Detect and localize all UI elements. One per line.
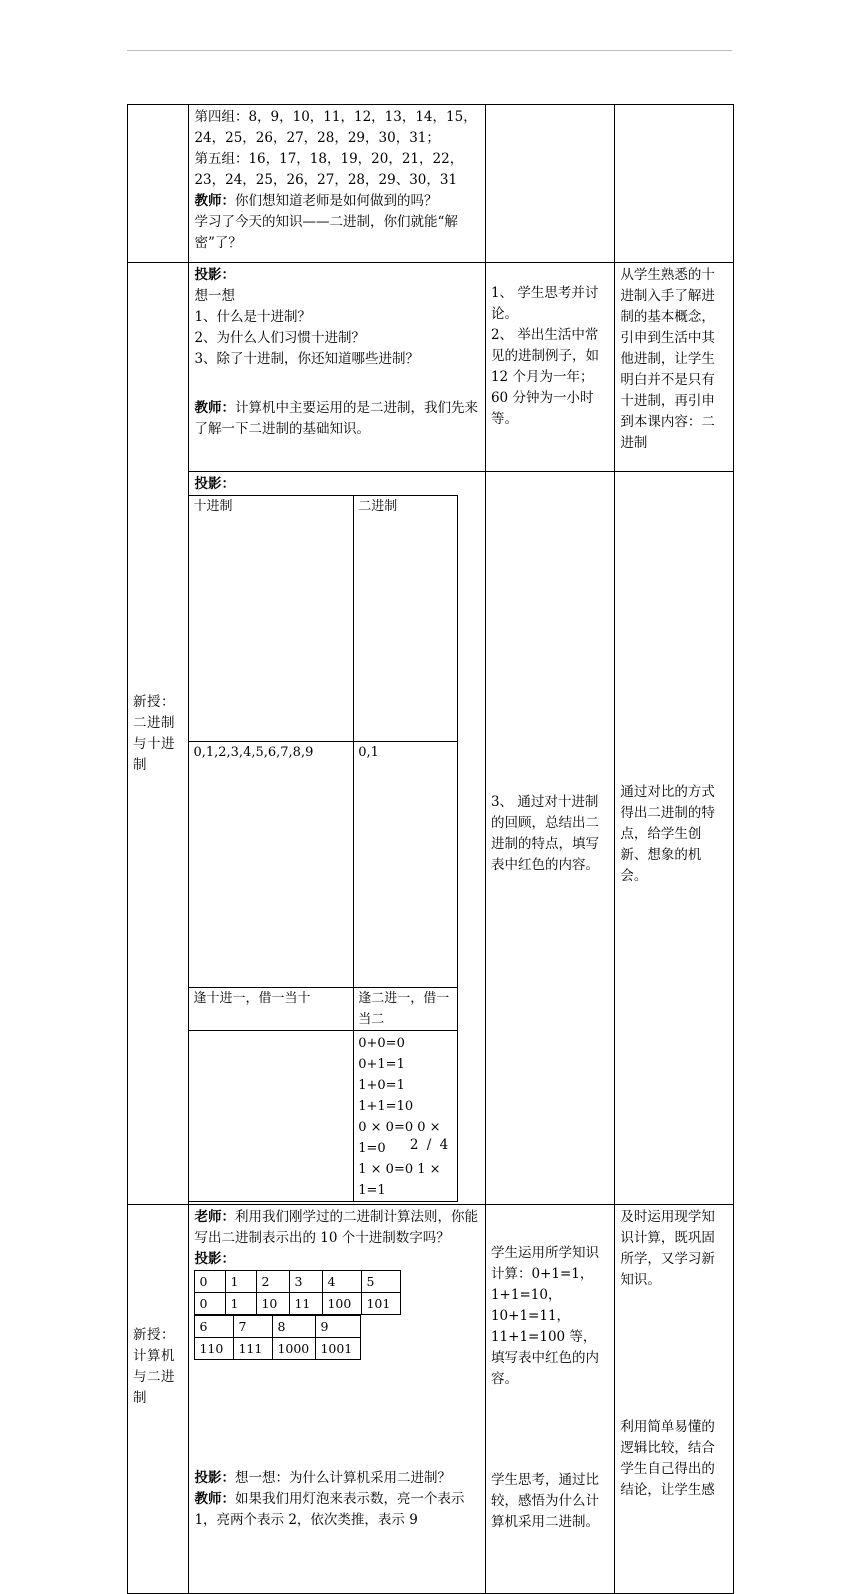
projection-label: 投影： [194, 1470, 235, 1486]
calc-line: 0+0=0 0+1=1 [358, 1036, 405, 1072]
intent-cell [615, 105, 734, 263]
calc-line: 1 × 0=0 1 × 1=1 [358, 1162, 441, 1198]
grid-cell: 110 [195, 1338, 234, 1360]
intent-cell [615, 472, 734, 1205]
student-cell [485, 263, 614, 472]
teacher-label: 教师： [194, 400, 235, 416]
question-3: 3、除了十进制，你还知道哪些进制？ [194, 351, 420, 367]
projection-line-2 [194, 1468, 480, 1489]
teacher-text: 如果我们用灯泡来表示数，亮一个表示 1，亮两个表示 2，依次类推，表示 9 [194, 1491, 465, 1528]
table-row [128, 472, 734, 1205]
design-intent: 及时运用现学知识计算，既巩固所学，又学习新知识。 [620, 1209, 715, 1288]
grid-cell: 111 [234, 1338, 273, 1360]
digits-decimal: 0,1,2,3,4,5,6,7,8,9 [189, 742, 354, 988]
design-intent: 通过对比的方式得出二进制的特点，给学生创新、想象的机会。 [620, 783, 715, 884]
teacher-text: 计算机中主要运用的是二进制，我们先来了解一下二进制的基础知识。 [194, 400, 478, 437]
design-intent: 从学生熟悉的十进制入手了解进制的基本概念，引申到生活中其他进制，让学生明白并不是只有十进制，再引申到本课内容：二进制 [620, 267, 715, 451]
teacher-text-cont: 学习了今天的知识——二进制，你们就能“解密”了？ [194, 214, 458, 251]
text-line: 23，24，25，26，27，28，29、30，31 [194, 172, 458, 188]
grid-cell: 100 [323, 1293, 362, 1315]
student-activity: 1、 学生思考并讨论。 2、 举出生活中常见的进制例子，如 12 个月为一年；60 分钟为一小时等。 [490, 285, 599, 427]
grid-cell: 3 [290, 1271, 323, 1293]
content-cell [189, 1205, 486, 1594]
section-label: 新授：二进制与十进制 [133, 693, 175, 773]
rule-decimal: 逢十进一，借一当十 [189, 988, 354, 1031]
teacher-line [194, 1489, 480, 1531]
grid-cell: 6 [195, 1316, 234, 1338]
grid-cell: 0 [195, 1293, 226, 1315]
question-1: 1、什么是十进制？ [194, 309, 312, 325]
projection-text: 想一想：为什么计算机采用二进制？ [234, 1470, 451, 1486]
grid-cell: 1 [226, 1271, 257, 1293]
student-cell [485, 1205, 614, 1594]
table-row [128, 105, 734, 263]
design-intent-2: 利用简单易懂的逻辑比较，结合学生自己得出的结论，让学生感 [620, 1419, 715, 1498]
grid-cell: 0 [195, 1271, 226, 1293]
calc-decimal-empty [189, 1031, 354, 1202]
intent-cell [615, 263, 734, 472]
grid-cell: 4 [323, 1271, 362, 1293]
digits-binary: 0,1 [354, 742, 458, 988]
text-line: 24，25，26，27，28，29，30，31； [194, 130, 440, 146]
student-cell [485, 105, 614, 263]
section-label-cell [128, 1205, 189, 1594]
table-row [128, 263, 734, 472]
calc-binary [354, 1031, 458, 1202]
projection-label: 投影： [194, 1251, 235, 1267]
grid-cell: 11 [290, 1293, 323, 1315]
student-cell [485, 472, 614, 1205]
grid-cell: 1 [226, 1293, 257, 1315]
teacher-text: 利用我们刚学过的二进制计算法则，你能写出二进制表示出的 10 个十进制数字吗？ [194, 1209, 478, 1246]
think-heading: 想一想 [194, 288, 235, 304]
teacher-label: 教师： [194, 193, 235, 209]
student-activity: 3、 通过对十进制的回顾，总结出二进制的特点，填写表中红色的内容。 [490, 794, 599, 873]
header-binary: 二进制 [354, 496, 458, 742]
grid-cell: 5 [362, 1271, 401, 1293]
header-decimal: 十进制 [189, 496, 354, 742]
grid-cell: 2 [257, 1271, 290, 1293]
grid-cell: 9 [316, 1316, 361, 1338]
grid-cell: 1000 [273, 1338, 316, 1360]
section-label-cell [128, 263, 189, 1205]
projection-label: 投影： [194, 267, 235, 283]
teacher-label: 教师： [194, 1491, 235, 1507]
calc-line: 0 × 0=0 0 × 1=0 [358, 1120, 441, 1156]
teacher-label: 老师： [194, 1209, 235, 1225]
student-activity-2: 学生思考，通过比较，感悟为什么计算机采用二进制。 [490, 1472, 599, 1530]
calc-line: 1+0=1 1+1=10 [358, 1078, 414, 1114]
text-line: 第四组：8，9，10，11，12，13，14，15， [194, 109, 477, 125]
page-number: 2 / 4 [409, 1137, 451, 1153]
content-cell [189, 105, 486, 263]
binary-grid-1 [194, 1270, 401, 1315]
question-2: 2、为什么人们习惯十进制？ [194, 330, 366, 346]
projection-label: 投影： [194, 476, 235, 492]
student-activity: 学生运用所学知识计算：0+1=1，1+1=10，10+1=11，11+1=100 等，填写表中红色的内容。 [490, 1245, 599, 1387]
content-cell [189, 472, 486, 1205]
grid-cell: 10 [257, 1293, 290, 1315]
grid-cell: 101 [362, 1293, 401, 1315]
teacher-line [194, 191, 480, 212]
teacher-line [194, 398, 480, 440]
comparison-table [188, 495, 458, 1202]
table-row [128, 1205, 734, 1594]
intent-cell [615, 1205, 734, 1594]
grid-cell: 8 [273, 1316, 316, 1338]
content-cell [189, 263, 486, 472]
header-rule [127, 50, 732, 51]
lesson-plan-table [127, 104, 734, 1594]
rule-binary: 逢二进一，借一当二 [354, 988, 458, 1031]
teacher-line [194, 1207, 480, 1249]
section-cell [128, 105, 189, 263]
binary-grid-2 [194, 1315, 361, 1360]
grid-cell: 7 [234, 1316, 273, 1338]
grid-cell: 1001 [316, 1338, 361, 1360]
teacher-text: 你们想知道老师是如何做到的吗？ [234, 193, 438, 209]
section-label: 新授：计算机与二进制 [133, 1327, 175, 1406]
text-line: 第五组：16，17，18，19，20，21，22， [194, 151, 464, 167]
